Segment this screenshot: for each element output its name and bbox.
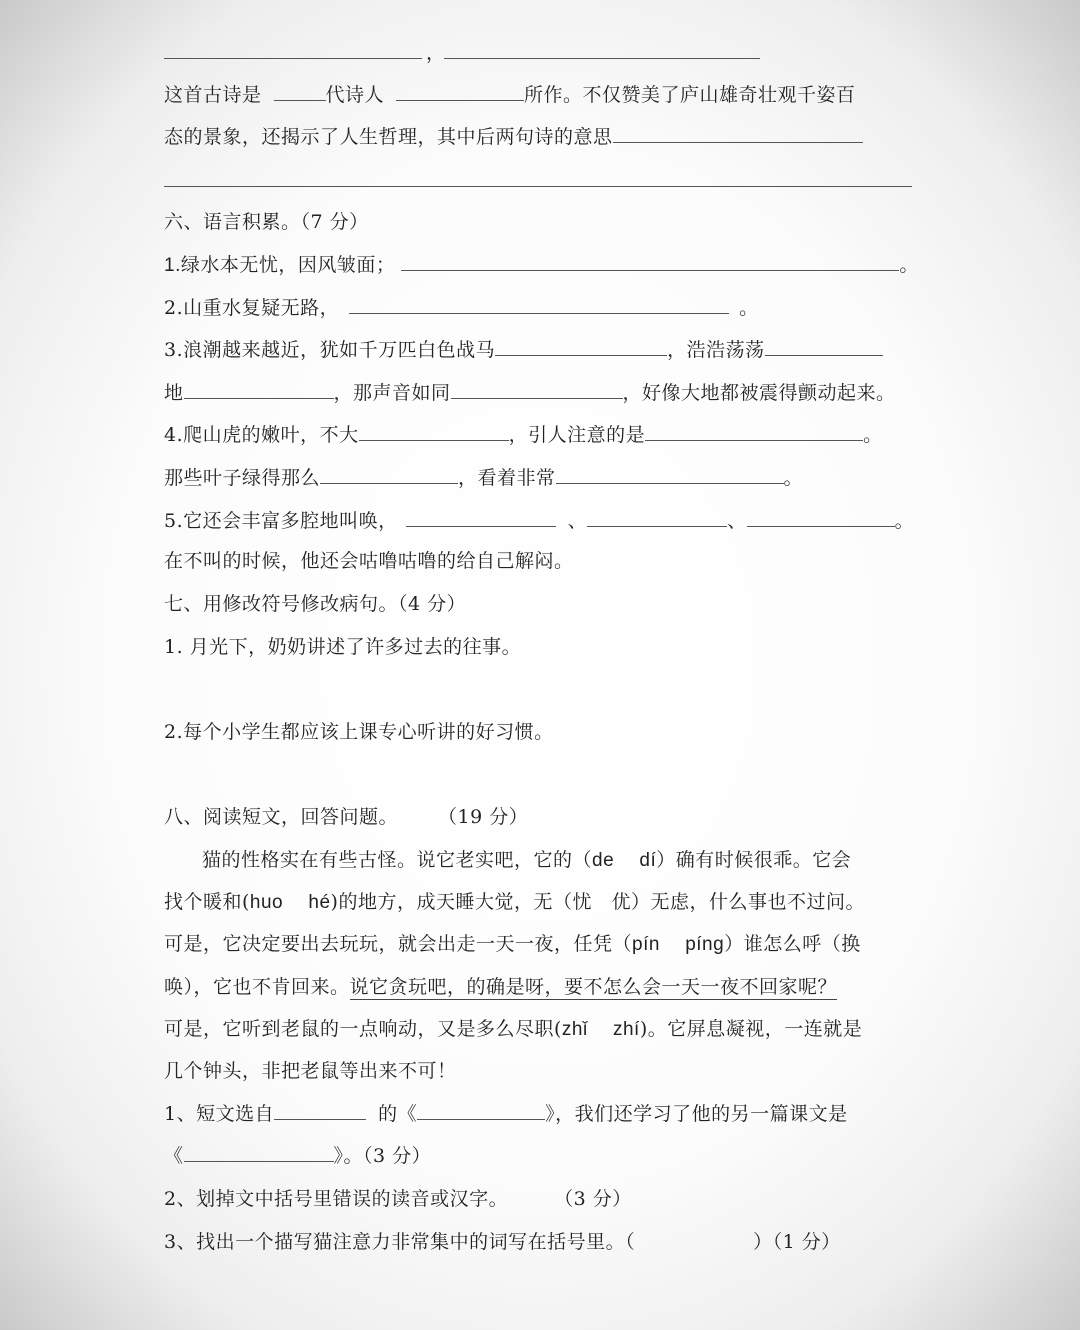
text: 1、短文选自: [164, 1103, 275, 1125]
text: 可是，它听到老鼠的一点响动，又是多么尽职(: [164, 1018, 562, 1040]
text: 3、找出一个描写猫注意力非常集中的词写在括号里。（: [164, 1231, 636, 1253]
section-8-q2: [164, 1186, 632, 1212]
text: 。: [894, 510, 915, 532]
pinyin-choice[interactable]: huo hé: [249, 892, 331, 913]
text: 《: [164, 1145, 184, 1167]
section-7-q1: 1. 月光下，奶奶讲述了许多过去的往事。: [164, 636, 522, 658]
underlined-sentence: 说它贪玩吧，的确是呀，要不怎么会一天一夜不回家呢？: [349, 976, 838, 998]
text: 所作。不仅赞美了庐山雄奇壮观千姿百: [524, 84, 856, 106]
score: （19 分）: [438, 806, 529, 828]
text: 》。（3 分）: [333, 1145, 432, 1167]
passage-line-1: [164, 847, 851, 873]
text: ）谁怎么呼（换: [724, 933, 861, 955]
text: 5.它还会丰富多腔地叫唤，: [164, 510, 398, 532]
text: 代诗人: [325, 84, 385, 106]
text: 找个暖和(: [164, 891, 250, 913]
pinyin-choice[interactable]: pín píng: [632, 934, 725, 955]
text: 2、划掉文中括号里错误的读音或汉字。: [164, 1188, 509, 1210]
answer-line[interactable]: [444, 58, 760, 59]
text: 可是，它决定要出去玩玩，就会出走一天一夜，任凭（: [164, 933, 633, 955]
section-6-q5-line1: [164, 508, 914, 534]
section-6-q3-line1: [164, 337, 883, 363]
passage-line-5: [164, 1016, 862, 1042]
section-8-q1-line2: [164, 1143, 431, 1169]
meaning-blank[interactable]: [613, 124, 863, 143]
poet-blank[interactable]: [396, 82, 524, 101]
text: 。: [783, 467, 804, 489]
section-7-q2: 2.每个小学生都应该上课专心听讲的好习惯。: [164, 721, 554, 743]
section-6-q4-line2: [164, 465, 803, 491]
text: )的地方，成天睡大觉，无（忧 优）无虑，什么事也不过问。: [330, 891, 865, 913]
text: ，那声音如同: [333, 382, 451, 404]
answer-blank[interactable]: [645, 422, 863, 441]
dynasty-blank[interactable]: [274, 82, 326, 101]
pinyin-choice[interactable]: de dí: [592, 850, 657, 871]
text: ）确有时候很乖。它会: [656, 849, 852, 871]
section-8-q3: [164, 1229, 841, 1255]
other-title-blank[interactable]: [184, 1143, 334, 1162]
text: 态的景象，还揭示了人生哲理，其中后两句诗的意思: [164, 126, 613, 148]
answer-blank[interactable]: [184, 380, 334, 399]
text: 的《: [378, 1103, 418, 1125]
text: 那些叶子绿得那么: [164, 467, 321, 489]
text: )。它屏息凝视，一连就是: [639, 1018, 863, 1040]
answer-blank[interactable]: [451, 380, 623, 399]
section-6-q1: [164, 252, 919, 278]
passage-line-4: [164, 974, 837, 1000]
passage-line-2: [164, 889, 865, 915]
title-blank[interactable]: [417, 1101, 545, 1120]
text: 。: [899, 254, 919, 276]
answer-blank[interactable]: [556, 465, 784, 484]
answer-blank[interactable]: [747, 508, 895, 527]
text: 猫的性格实在有些古怪。说它老实吧，它的（: [202, 849, 593, 871]
passage-line-6: 几个钟头，非把老鼠等出来不可！: [164, 1060, 457, 1082]
pinyin-choice[interactable]: zhǐ zhí: [561, 1019, 640, 1040]
comma: ，: [426, 42, 446, 64]
text: 、: [567, 510, 588, 532]
section-8-q1-line1: [164, 1101, 848, 1127]
answer-blank[interactable]: [349, 295, 729, 314]
text: ，看着非常: [458, 467, 556, 489]
section-6-q3-line2: [164, 380, 896, 406]
text: 3.浪潮越来越近，犹如千万匹白色战马: [164, 339, 496, 361]
section-6-q4-line1: [164, 422, 883, 448]
answer-blank[interactable]: [406, 508, 556, 527]
text: 唤），它也不肯回来。: [164, 976, 350, 998]
section-6-title: 六、语言积累。（7 分）: [164, 211, 369, 233]
section-8-title: [164, 804, 528, 830]
text: 、: [727, 510, 747, 532]
answer-blank[interactable]: [495, 337, 667, 356]
text: 1.绿水本无忧，因风皱面；: [164, 255, 396, 276]
text: ）（1 分）: [753, 1231, 841, 1253]
answer-blank[interactable]: [401, 252, 899, 271]
text: ，好像大地都被震得颤动起来。: [622, 382, 896, 404]
text: 。: [739, 297, 759, 319]
answer-blank[interactable]: [587, 508, 727, 527]
text: 。: [863, 424, 883, 446]
passage-line-3: [164, 931, 861, 957]
poem-question-line-1: [164, 82, 856, 108]
section-6-q2: [164, 295, 759, 321]
author-blank[interactable]: [274, 1101, 366, 1120]
poem-question-line-2: [164, 124, 863, 150]
answer-line[interactable]: [164, 186, 912, 187]
text: 地: [164, 382, 184, 404]
text: 八、阅读短文，回答问题。: [164, 806, 399, 828]
section-7-title: 七、用修改符号修改病句。（4 分）: [164, 593, 467, 615]
text: 2.山重水复疑无路，: [164, 297, 340, 319]
answer-blank[interactable]: [359, 422, 509, 441]
text: 这首古诗是: [164, 84, 262, 106]
text: 4.爬山虎的嫩叶，不大: [164, 424, 359, 446]
answer-blank[interactable]: [320, 465, 458, 484]
section-6-q5-line2: 在不叫的时候，他还会咕噜咕噜的给自己解闷。: [164, 550, 574, 572]
text: 》，我们还学习了他的另一篇课文是: [545, 1103, 848, 1125]
answer-blank[interactable]: [765, 337, 883, 356]
answer-line[interactable]: [164, 58, 422, 59]
text: ，引人注意的是: [508, 424, 646, 446]
text: ，浩浩荡荡: [667, 339, 765, 361]
score: （3 分）: [554, 1188, 632, 1210]
